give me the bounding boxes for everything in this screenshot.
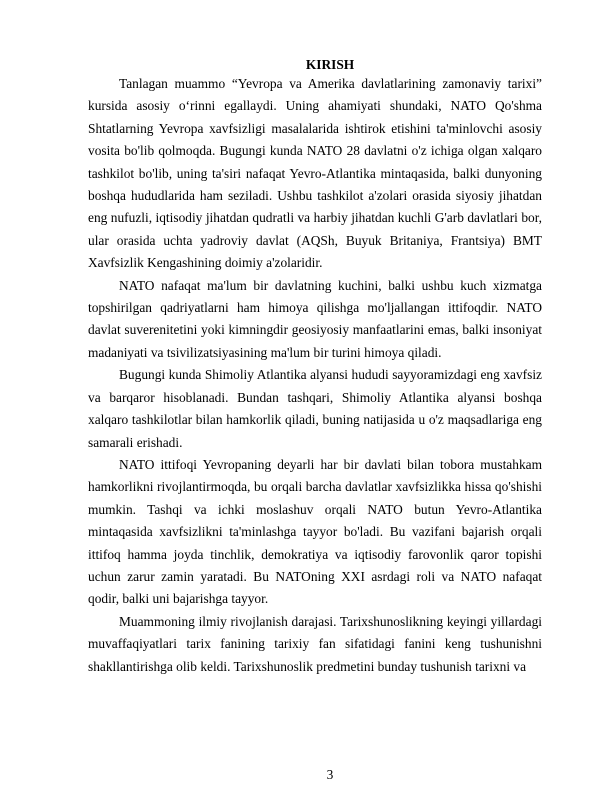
paragraph-intro: Tanlagan muammo “Yevropa va Amerika davlatlarining zamonaviy tarixi” kursida asosiy o‘rinni egallaydi. Uning ahamiyati shundaki, NATO Qo'shma Shtatlarning Yevropa xavfsizligi masalalarida ishtirok etishini ta'minlovchi asosiy vosita bo'lib qolmoqda. Bugungi kunda NATO 28 davlatni o'z ichiga olgan xalqaro tashkilot bo'lib, uning ta'siri nafaqat Yevro-Atlantika mintaqasida, balki dunyoning boshqa hududlarida ham seziladi. Ushbu tashkilot a'zolari orasida siyosiy jihatdan eng nufuzli, iqtisodiy jihatdan qudratli va harbiy jihatdan kuchli G'arb davlatlari bor, ular orasida uchta yadroviy davlat (AQSh, Buyuk Britaniya, Frantsiya) BMT Xavfsizlik Kengashining doimiy a'zolaridir.: [88, 76, 542, 271]
page-number: 3: [326, 767, 334, 782]
paragraph-values: NATO nafaqat ma'lum bir davlatning kuchini, balki ushbu kuch xizmatga topshirilgan qadriyatlarni ham himoya qilishga mo'ljallangan ittifoqdir. NATO davlat suverenitetini yoki kimningdir geosiyosiy manfaatlarini emas, balki insoniyat madaniyati va tsivilizatsiyasining ma'lum bir turini himoya qiladi.: [88, 277, 542, 360]
body-text: [88, 73, 542, 678]
paragraph-security: Bugungi kunda Shimoliy Atlantika alyansi hududi sayyoramizdagi eng xavfsiz va barqaror hisoblanadi. Bundan tashqari, Shimoliy Atlantika alyansi boshqa xalqaro tashkilotlar bilan hamkorlik qiladi, buning natijasida u o'z maqsadlariga eng samarali erishadi.: [88, 367, 542, 450]
paragraph-research-level: Muammoning ilmiy rivojlanish darajasi. Tarixshunoslikning keyingi yillardagi muvaffaqiyatlari tarix fanining tarixiy fan sifatidagi fanini keng tushunishni shakllantirishga olib keldi. Tarixshunoslik predmetini bunday tushunish tarixni va: [88, 613, 542, 674]
page-title: KIRISH: [305, 57, 355, 72]
paragraph-cooperation: NATO ittifoqi Yevropaning deyarli har bir davlati bilan tobora mustahkam hamkorlikni rivojlantirmoqda, bu orqali barcha davlatlar xavfsizlikka hissa qo'shishi mumkin. Tashqi va ichki moslashuv orqali NATO butun Yevro-Atlantika mintaqasida xavfsizlikni ta'minlashga tayyor bo'ladi. Bu vazifani bajarish orqali ittifoq hamma joyda tinchlik, demokratiya va iqtisodiy farovonlik qaror topishi uchun zarur zamin yaratadi. Bu NATOning XXI asrdagi roli va NATO nafaqat qodir, balki uni bajarishga tayyor.: [88, 456, 542, 607]
